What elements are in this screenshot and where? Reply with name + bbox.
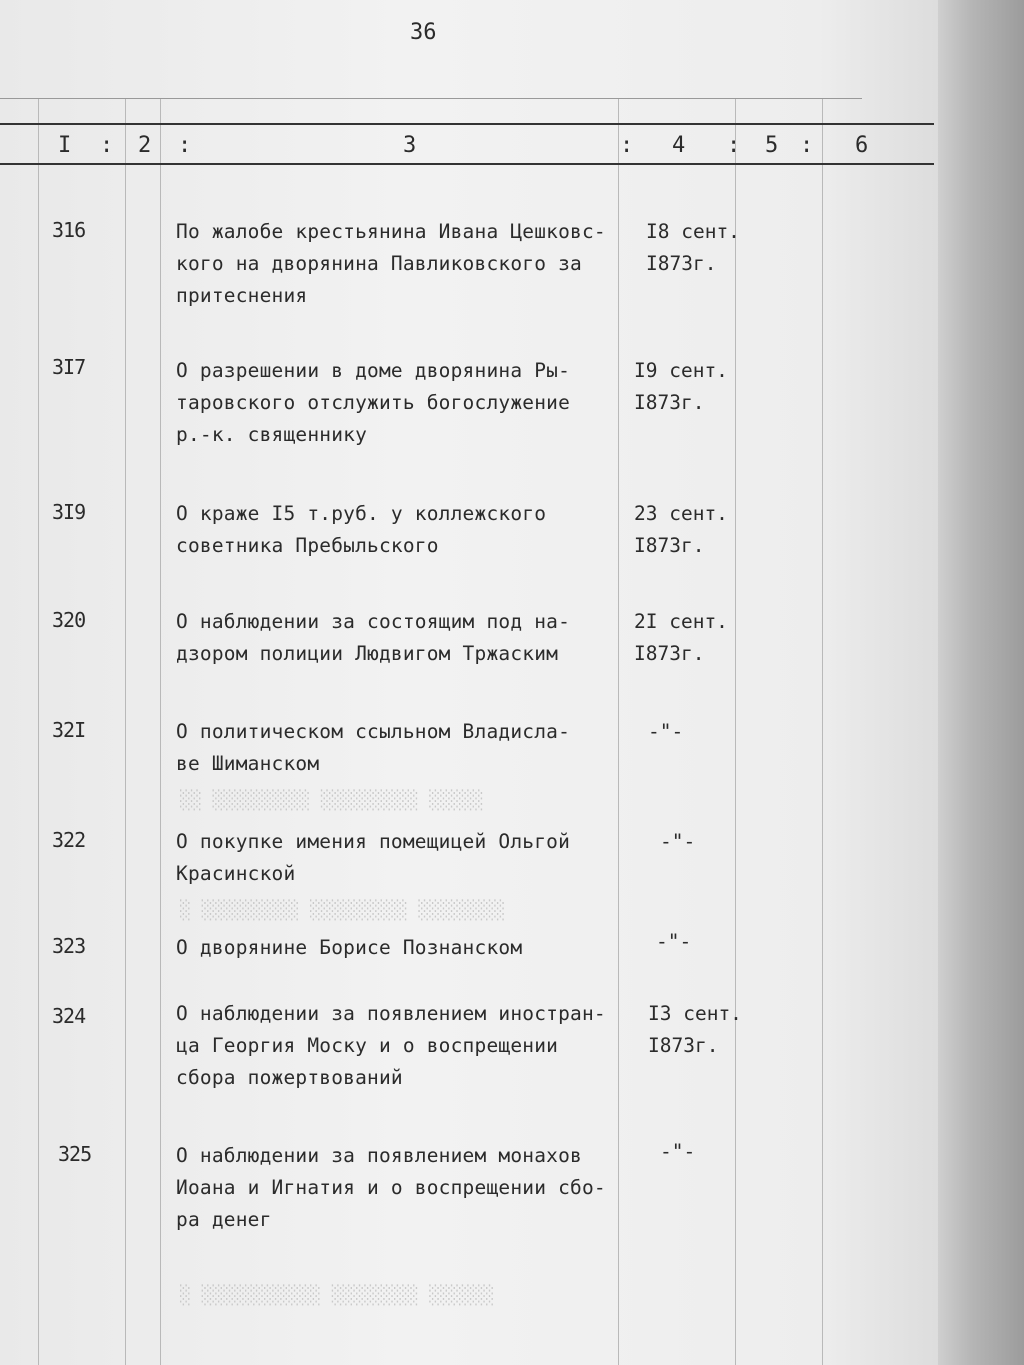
record-date bbox=[646, 216, 740, 280]
record-number: 316 bbox=[52, 218, 86, 242]
description-line: О покупке имения помещицей Ольгой bbox=[176, 830, 571, 853]
record-number: 323 bbox=[52, 934, 86, 958]
bleed-through-text: ░ ░░░░░░░░░ ░░░░░░░░░ ░░░░░░░░ bbox=[180, 900, 506, 921]
date-line: -"- bbox=[648, 720, 684, 743]
column-header-2: 2 bbox=[138, 133, 154, 158]
record-date bbox=[634, 606, 728, 670]
description-line: притеснения bbox=[176, 284, 308, 307]
record-number: 322 bbox=[52, 828, 86, 852]
description-line: советника Пребыльского bbox=[176, 534, 439, 557]
description-line: ра денег bbox=[176, 1208, 272, 1231]
column-header-separator: : bbox=[620, 133, 636, 158]
description-line: Красинской bbox=[176, 862, 296, 885]
record-date bbox=[648, 716, 683, 748]
record-description bbox=[176, 998, 646, 1094]
description-line: ца Георгия Моску и о воспрещении bbox=[176, 1034, 559, 1057]
record-description bbox=[176, 1140, 646, 1236]
page-number: 36 bbox=[410, 20, 437, 45]
column-header-separator: : bbox=[100, 133, 116, 158]
record-description bbox=[176, 826, 646, 890]
column-header-3: 3 bbox=[403, 133, 419, 158]
next-page-edge bbox=[938, 0, 1024, 1365]
record-date bbox=[634, 355, 728, 419]
description-line: Иоана и Игнатия и о воспрещении сбо- bbox=[176, 1176, 606, 1199]
record-date bbox=[648, 998, 742, 1062]
column-rule bbox=[38, 98, 39, 1365]
record-description bbox=[176, 932, 646, 964]
column-rule bbox=[822, 98, 823, 1365]
date-line: I873г. bbox=[648, 1034, 719, 1057]
column-header-6: 6 bbox=[855, 133, 871, 158]
description-line: р.-к. священнику bbox=[176, 423, 368, 446]
column-rule bbox=[160, 98, 161, 1365]
description-line: О наблюдении за состоящим под на- bbox=[176, 610, 571, 633]
date-line: -"- bbox=[656, 930, 692, 953]
record-description bbox=[176, 606, 646, 670]
date-line: I873г. bbox=[634, 642, 705, 665]
bleed-through-text: ░░ ░░░░░░░░░ ░░░░░░░░░ ░░░░░ bbox=[180, 790, 484, 811]
description-line: О политическом ссыльном Владисла- bbox=[176, 720, 571, 743]
record-date bbox=[656, 926, 691, 958]
column-header-separator: : bbox=[800, 133, 816, 158]
description-line: кого на дворянина Павликовского за bbox=[176, 252, 582, 275]
description-line: О разрешении в доме дворянина Ры- bbox=[176, 359, 571, 382]
record-date bbox=[660, 1136, 695, 1168]
column-header-separator: : bbox=[178, 133, 194, 158]
date-line: I8 сент. bbox=[646, 220, 740, 243]
date-line: I873г. bbox=[634, 391, 705, 414]
description-line: таровского отслужить богослужение bbox=[176, 391, 571, 414]
date-line: 2I сент. bbox=[634, 610, 728, 633]
description-line: О наблюдении за появлением иностран- bbox=[176, 1002, 606, 1025]
date-line: I873г. bbox=[646, 252, 717, 275]
description-line: сбора пожертвований bbox=[176, 1066, 403, 1089]
date-line: I3 сент. bbox=[648, 1002, 742, 1025]
record-description bbox=[176, 498, 646, 562]
date-line: I9 сент. bbox=[634, 359, 728, 382]
column-rule bbox=[125, 98, 126, 1365]
record-description bbox=[176, 716, 646, 780]
record-number: 324 bbox=[52, 1004, 86, 1028]
record-number: 325 bbox=[58, 1142, 92, 1166]
record-number: 3I9 bbox=[52, 500, 86, 524]
description-line: дзором полиции Людвигом Тржаским bbox=[176, 642, 559, 665]
description-line: О дворянине Борисе Познанском bbox=[176, 936, 523, 959]
record-number: 32I bbox=[52, 718, 86, 742]
record-description bbox=[176, 355, 646, 451]
bleed-through-text: ░ ░░░░░░░░░░░ ░░░░░░░░ ░░░░░░ bbox=[180, 1285, 495, 1306]
description-line: О краже I5 т.руб. у коллежского bbox=[176, 502, 547, 525]
date-line: 23 сент. bbox=[634, 502, 728, 525]
record-date bbox=[634, 498, 728, 562]
column-rule bbox=[735, 98, 736, 1365]
description-line: О наблюдении за появлением монахов bbox=[176, 1144, 582, 1167]
description-line: По жалобе крестьянина Ивана Цешковс- bbox=[176, 220, 606, 243]
date-line: -"- bbox=[660, 1140, 696, 1163]
date-line: -"- bbox=[660, 830, 696, 853]
record-date bbox=[660, 826, 695, 858]
record-number: 320 bbox=[52, 608, 86, 632]
header-bottom-rule bbox=[0, 163, 934, 165]
column-header-separator: : bbox=[727, 133, 743, 158]
column-header-5: 5 bbox=[765, 133, 781, 158]
column-header-1: I bbox=[58, 133, 74, 158]
date-line: I873г. bbox=[634, 534, 705, 557]
header-top-rule bbox=[0, 123, 934, 125]
record-number: 3I7 bbox=[52, 355, 86, 379]
top-rule bbox=[0, 98, 862, 99]
column-header-4: 4 bbox=[672, 133, 688, 158]
description-line: ве Шиманском bbox=[176, 752, 320, 775]
record-description bbox=[176, 216, 646, 312]
